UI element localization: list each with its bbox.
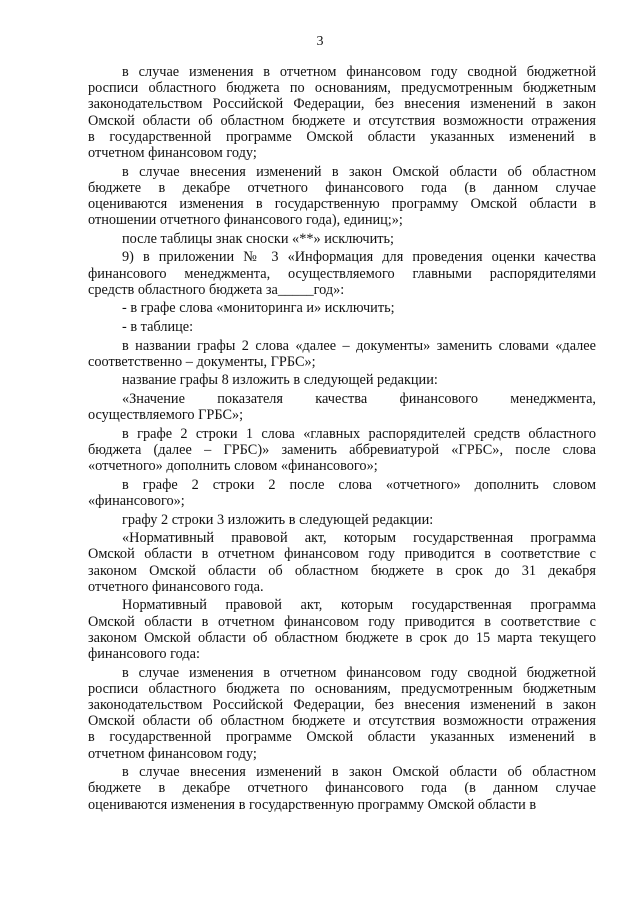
paragraph [88, 477, 596, 509]
text-line: законом Омской области об областном бюджете в срок до 15 марта текущего [88, 629, 596, 646]
text-line: отчетном финансовом году; [88, 145, 257, 162]
text-line: росписи областного бюджета по основаниям, предусмотренным бюджетным [88, 680, 596, 697]
text-line: «Нормативный правовой акт, которым государственная программа [122, 530, 596, 547]
text-line: - в графе слова «мониторинга и» исключить; [122, 300, 395, 317]
paragraph [88, 512, 596, 528]
text-line: законодательством Российской Федерации, без внесения изменений в закон [88, 96, 596, 113]
paragraph [88, 164, 596, 229]
text-line: законом Омской области об областном бюджете в срок до 31 декабря [88, 562, 596, 579]
paragraph [88, 319, 596, 335]
text-line: - в таблице: [122, 319, 194, 335]
text-line: отчетного финансового года. [88, 578, 264, 595]
text-line: осуществляемого ГРБС»; [88, 407, 244, 424]
text-line: в государственной программе Омской области указанных изменений в [88, 128, 596, 145]
text-line: Омской области об областном бюджете и отсутствия возможности отражения [88, 713, 596, 730]
text-line: отчетном финансовом году; [88, 745, 257, 762]
text-line: оцениваются изменения в государственную программу Омской области в [88, 796, 537, 813]
text-line: в случае внесения изменений в закон Омской области об областном [122, 163, 596, 180]
text-line: в случае изменения в отчетном финансовом году сводной бюджетной [122, 64, 596, 80]
text-line: средств областного бюджета за_____год»: [88, 281, 345, 298]
text-line: Омской области в отчетном финансовом году приводится в соответствие с [88, 613, 596, 630]
text-line: финансового менеджмента, осуществляемого главными распорядителями [88, 265, 596, 282]
paragraph [88, 391, 596, 423]
paragraph [88, 372, 596, 388]
text-line: Омской области об областном бюджете и отсутствия возможности отражения [88, 112, 596, 129]
paragraph [88, 64, 596, 161]
text-line: в случае изменения в отчетном финансовом году сводной бюджетной [122, 664, 596, 681]
text-line: росписи областного бюджета по основаниям, предусмотренным бюджетным [88, 80, 596, 97]
text-line: бюджете в декабре отчетного финансового года (в данном случае [88, 179, 596, 196]
text-line: отношении отчетного финансового года), единиц;»; [88, 212, 403, 229]
paragraph [88, 597, 596, 662]
text-line: «отчетного» дополнить словом «финансового»; [88, 458, 378, 475]
paragraph [88, 231, 596, 247]
paragraph [88, 300, 596, 316]
paragraph [88, 530, 596, 595]
text-line: финансового года: [88, 645, 200, 662]
text-line: бюджета (далее – ГРБС)» заменить аббревиатурой «ГРБС», после слова [88, 441, 596, 458]
paragraph [88, 338, 596, 370]
text-line: соответственно – документы, ГРБС»; [88, 353, 316, 370]
text-line: Омской области в отчетном финансовом году приводится в соответствие с [88, 546, 596, 563]
text-line: название графы 8 изложить в следующей редакции: [122, 372, 438, 389]
text-line: законодательством Российской Федерации, без внесения изменений в закон [88, 696, 596, 713]
text-line: Нормативный правовой акт, которым государственная программа [122, 597, 596, 614]
text-line: бюджете в декабре отчетного финансового года (в данном случае [88, 780, 596, 797]
page-number: 3 [316, 34, 324, 49]
text-line: в случае внесения изменений в закон Омской области об областном [122, 764, 596, 781]
text-line: графу 2 строки 3 изложить в следующей редакции: [122, 511, 434, 528]
document-body [88, 64, 596, 815]
paragraph [88, 764, 596, 813]
text-line: после таблицы знак сноски «**» исключить; [122, 230, 395, 247]
text-line: в графе 2 строки 2 после слова «отчетного» дополнить словом [122, 476, 596, 493]
text-line: в графе 2 строки 1 слова «главных распорядителей средств областного [122, 425, 596, 442]
text-line: «Значение показателя качества финансового менеджмента, [122, 390, 596, 407]
paragraph [88, 249, 596, 298]
text-line: 9) в приложении № 3 «Информация для проведения оценки качества [122, 249, 596, 266]
paragraph [88, 426, 596, 475]
paragraph [88, 665, 596, 762]
text-line: в государственной программе Омской области указанных изменений в [88, 729, 596, 746]
text-line: «финансового»; [88, 492, 185, 509]
text-line: оцениваются изменения в государственную программу Омской области в [88, 196, 596, 213]
text-line: в названии графы 2 слова «далее – документы» заменить словами «далее [122, 337, 596, 354]
